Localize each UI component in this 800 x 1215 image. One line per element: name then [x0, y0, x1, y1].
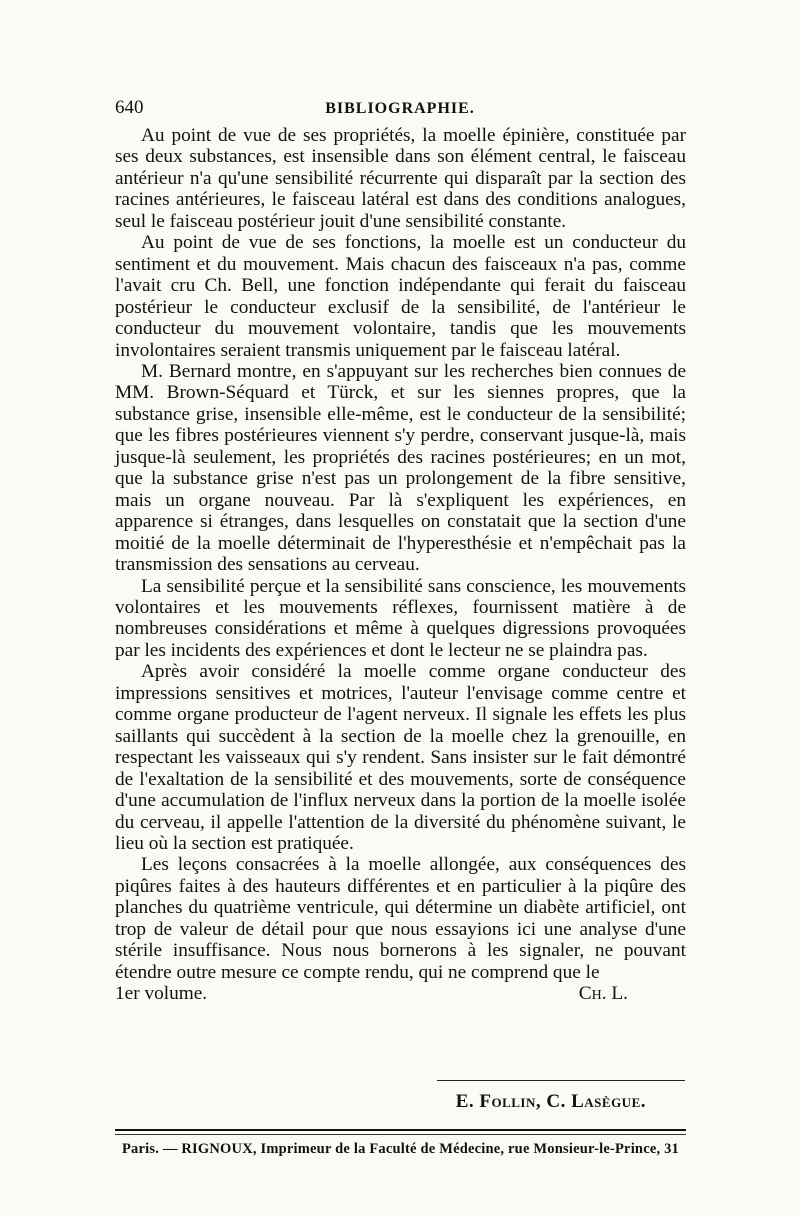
authors-signature: E. Follin, C. Lasègue. [455, 1091, 646, 1112]
paragraph-medulla-oblongata: Les leçons consacrées à la moelle allongée, aux conséquences des piqûres faites à des hauteurs différentes et en particulier à la piqûre des planches du quatrième ventricule, qui détermine un diabète artificiel, ont trop de valeur de détail pour que nous essayions ici une analyse d'une stérile insuffisance. Nous nous bornerons à les signaler, ne pouvant étendre outre mesure ce compte rendu, qui ne comprend que le [115, 854, 686, 983]
reviewer-initials: Ch. L. [578, 983, 628, 1005]
paragraph-bernard: M. Bernard montre, en s'appuyant sur les recherches bien connues de MM. Brown-Séquard et Türck, et sur les siennes propres, que la substance grise, insensible elle-même, est le conducteur de la sensibilité; que les fibres postérieures viennent s'y perdre, conservant jusque-là, mais jusque-là seulement, les propriétés des racines postérieures; en un mot, que la substance grise n'est pas un prolongement de la fibre sensitive, mais un organe nouveau. Par là s'expliquent les expériences, en apparence si étranges, dans lesquelles on constatait que la section d'une moitié de la moelle déterminait de l'hyperesthésie et n'empêchait pas la transmission des sensations au cerveau. [115, 360, 686, 576]
body-text [115, 125, 686, 1005]
paragraph-functions: Au point de vue de ses fonctions, la moelle est un conducteur du sentiment et du mouvement. Mais chacun des faisceaux n'a pas, comme l'avait cru Ch. Bell, une fonction indépendante qui ferait du faisceau postérieur le conducteur exclusif de la sensibilité, de l'antérieur le conducteur du mouvement volontaire, tandis que les mouvements involontaires seraient transmis uniquement par le faisceau latéral. [115, 232, 686, 361]
running-title: BIBLIOGRAPHIE. [325, 100, 475, 117]
closing-line [115, 983, 686, 1004]
paragraph-nervous-agent: Après avoir considéré la moelle comme organe conducteur des impressions sensitives et motrices, l'auteur l'envisage comme centre et comme organe producteur de l'agent nerveux. Il signale les effets les plus saillants qui succèdent à la section de la moelle chez la grenouille, en respectant les vaisseaux qui s'y rendent. Sans insister sur le fait démontré de l'exaltation de la sensibilité et des mouvements, sorte de conséquence d'une accumulation de l'influx nerveux dans la portion de la moelle isolée du cerveau, il appelle l'attention de la diversité du phénomène suivant, le lieu où la section est pratiquée. [115, 661, 686, 854]
page-header [115, 97, 685, 123]
footer-rule-thick [115, 1129, 686, 1131]
paragraph-sensibility: La sensibilité perçue et la sensibilité sans conscience, les mouvements volontaires et les mouvements réflexes, fournissent matière à de nombreuses considérations et même à quelques digressions provoquées par les incidents des expériences et dont le lecteur ne se plaindra pas. [115, 575, 686, 661]
divider-rule [437, 1080, 685, 1081]
paragraph-properties: Au point de vue de ses propriétés, la moelle épinière, constituée par ses deux substances, est insensible dans son élément central, le faisceau antérieur n'a qu'une sensibilité récurrente qui disparaît par la section des racines antérieures, le faisceau latéral est dans des conditions analogues, seul le faisceau postérieur jouit d'une sensibilité constante. [115, 125, 686, 232]
printer-imprint: Paris. — RIGNOUX, Imprimeur de la Faculté de Médecine, rue Monsieur-le-Prince, 31 [121, 1141, 680, 1157]
page-number: 640 [115, 97, 144, 118]
closing-text: 1er volume. [115, 983, 208, 1005]
footer-rule-thin [115, 1134, 686, 1135]
